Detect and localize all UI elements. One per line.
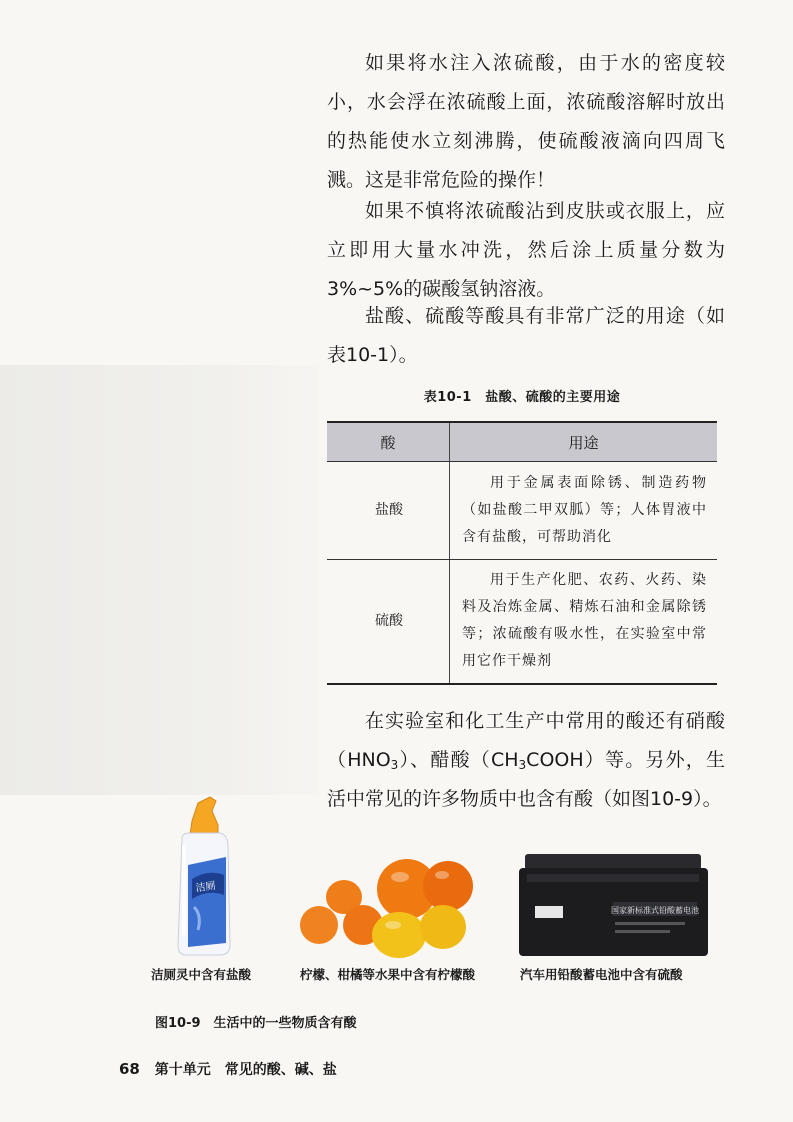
citrus-fruits-image <box>297 855 477 960</box>
left-margin-shade <box>0 365 318 795</box>
acid-use: 用于金属表面除锈、制造药物（如盐酸二甲双胍）等；人体胃液中含有盐酸，可帮助消化 <box>450 462 718 560</box>
acid-name: 盐酸 <box>327 462 450 560</box>
svg-text:洁厕: 洁厕 <box>194 880 217 895</box>
paragraph-other-acids: 在实验室和化工生产中常用的酸还有硝酸$(HNO_3)$、醋酸$(CH_3COOH)$等。另外，生活中常见的许多物质中也含有酸（如图10-9）。 <box>327 710 725 810</box>
toilet-cleaner-bottle-image <box>168 795 238 960</box>
paragraph-acid-uses: 盐酸、硫酸等酸具有非常广泛的用途（如表10-1）。 <box>327 305 725 366</box>
caption-battery: 汽车用铅酸蓄电池中含有硫酸 <box>520 967 683 982</box>
acid-name: 硫酸 <box>327 560 450 684</box>
header-use: 用途 <box>450 422 718 462</box>
figure-title: 图10-9 生活中的一些物质含有酸 <box>155 1016 357 1031</box>
header-acid: 酸 <box>327 422 450 462</box>
acid-uses-table <box>327 421 717 685</box>
lead-acid-battery-image <box>515 852 712 960</box>
paragraph-dilution-warning: 如果将水注入浓硫酸，由于水的密度较小，水会浮在浓硫酸上面，浓硫酸溶解时放出的热能使水立刻沸腾，使硫酸液滴向四周飞溅。这是非常危险的操作！ <box>327 52 725 191</box>
battery-label: 国家新标准式铅酸蓄电池 <box>611 906 699 915</box>
table-row <box>327 462 717 560</box>
table-title: 表10-1 盐酸、硫酸的主要用途 <box>423 390 621 405</box>
caption-citrus: 柠檬、柑橘等水果中含有柠檬酸 <box>300 967 476 982</box>
caption-toilet-cleaner: 洁厕灵中含有盐酸 <box>151 967 252 982</box>
paragraph-skin-contact: 如果不慎将浓硫酸沾到皮肤或衣服上，应立即用大量水冲洗，然后涂上质量分数为3%~5%的碳酸氢钠溶液。 <box>327 200 725 300</box>
acid-use: 用于生产化肥、农药、火药、染料及冶炼金属、精炼石油和金属除锈等；浓硫酸有吸水性，在实验室中常用它作干燥剂 <box>450 560 718 684</box>
unit-title: 第十单元 常见的酸、碱、盐 <box>154 1062 337 1078</box>
table-header-row <box>327 422 717 462</box>
page-footer <box>119 1059 337 1079</box>
page-number: 68 <box>119 1060 140 1078</box>
table-row <box>327 560 717 684</box>
